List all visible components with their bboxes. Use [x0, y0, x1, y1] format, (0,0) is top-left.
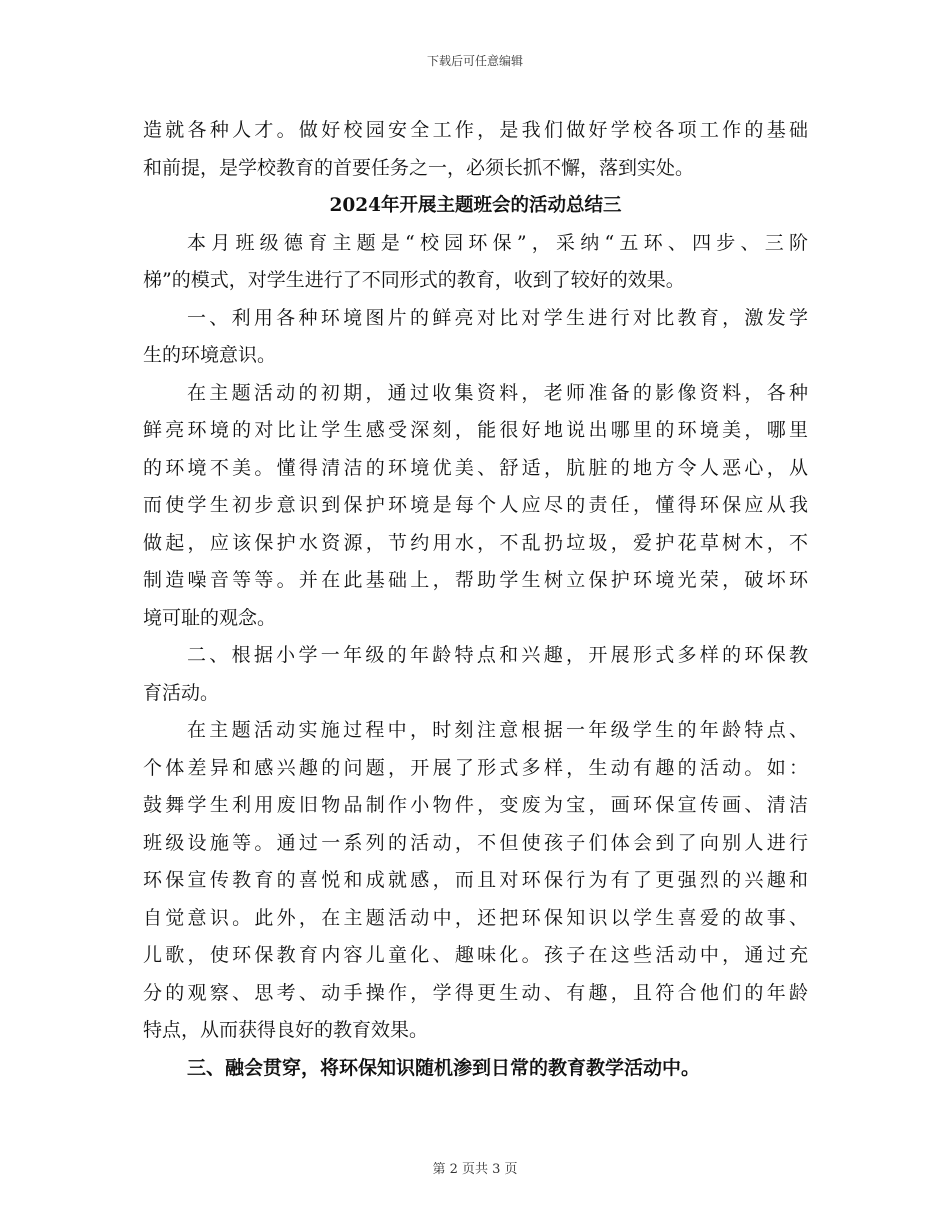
page-header: 下载后可任意编辑 — [426, 54, 523, 68]
body-line: 境可耻的观念。 — [143, 606, 277, 629]
section-title: 2024年开展主题班会的活动总结三 — [329, 195, 622, 216]
body-line: 儿歌，使环保教育内容儿童化、趣味化。孩子在这些活动中，通过充 — [143, 944, 808, 966]
body-line: 梯”的模式，对学生进行了不同形式的教育，收到了较好的效果。 — [143, 269, 685, 291]
body-line: 生的环境意识。 — [143, 344, 277, 366]
body-line: 班级设施等。通过一系列的活动，不但使孩子们体会到了向别人进行 — [143, 831, 808, 854]
body-line: 分的观察、思考、动手操作，学得更生动、有趣，且符合他们的年龄 — [143, 981, 808, 1004]
document-body — [143, 112, 808, 1087]
body-line: 而使学生初步意识到保护环境是每个人应尽的责任，懂得环保应从我 — [143, 494, 808, 516]
body-line: 育活动。 — [143, 681, 220, 704]
body-line: 的环境不美。懂得清洁的环境优美、舒适，肮脏的地方令人恶心，从 — [143, 456, 808, 479]
body-line: 环保宣传教育的喜悦和成就感，而且对环保行为有了更强烈的兴趣和 — [143, 869, 808, 891]
section-heading-two: 二、根据小学一年级的年龄特点和兴趣，开展形式多样的环保教 — [187, 644, 808, 666]
paragraph-start: 在主题活动的初期，通过收集资料，老师准备的影像资料，各种 — [187, 381, 808, 404]
body-line: 鼓舞学生利用废旧物品制作小物件，变废为宝，画环保宣传画、清洁 — [143, 794, 808, 816]
body-line: 鲜亮环境的对比让学生感受深刻，能很好地说出哪里的环境美，哪里 — [143, 419, 808, 441]
body-line: 制造噪音等等。并在此基础上，帮助学生树立保护环境光荣，破坏环 — [143, 569, 808, 591]
body-line: 个体差异和感兴趣的问题，开展了形式多样，生动有趣的活动。如： — [143, 756, 808, 779]
body-line: 造就各种人才。做好校园安全工作，是我们做好学校各项工作的基础 — [143, 119, 808, 141]
section-heading-three: 三、融会贯穿，将环保知识随机渗到日常的教育教学活动中。 — [187, 1056, 701, 1079]
section-heading-one: 一、利用各种环境图片的鲜亮对比对学生进行对比教育，激发学 — [187, 306, 808, 329]
paragraph-start: 本月班级德育主题是“校园环保”，采纳“五环、四步、三阶 — [187, 231, 808, 254]
page-number: 第 2 页共 3 页 — [432, 1162, 518, 1177]
body-line: 特点，从而获得良好的教育效果。 — [143, 1019, 429, 1041]
body-line: 做起，应该保护水资源，节约用水，不乱扔垃圾，爱护花草树木，不 — [143, 531, 808, 554]
body-line: 自觉意识。此外，在主题活动中，还把环保知识以学生喜爱的故事、 — [143, 906, 808, 929]
paragraph-start: 在主题活动实施过程中，时刻注意根据一年级学生的年龄特点、 — [187, 719, 808, 741]
body-line: 和前提，是学校教育的首要任务之一，必须长抓不懈，落到实处。 — [143, 156, 695, 179]
